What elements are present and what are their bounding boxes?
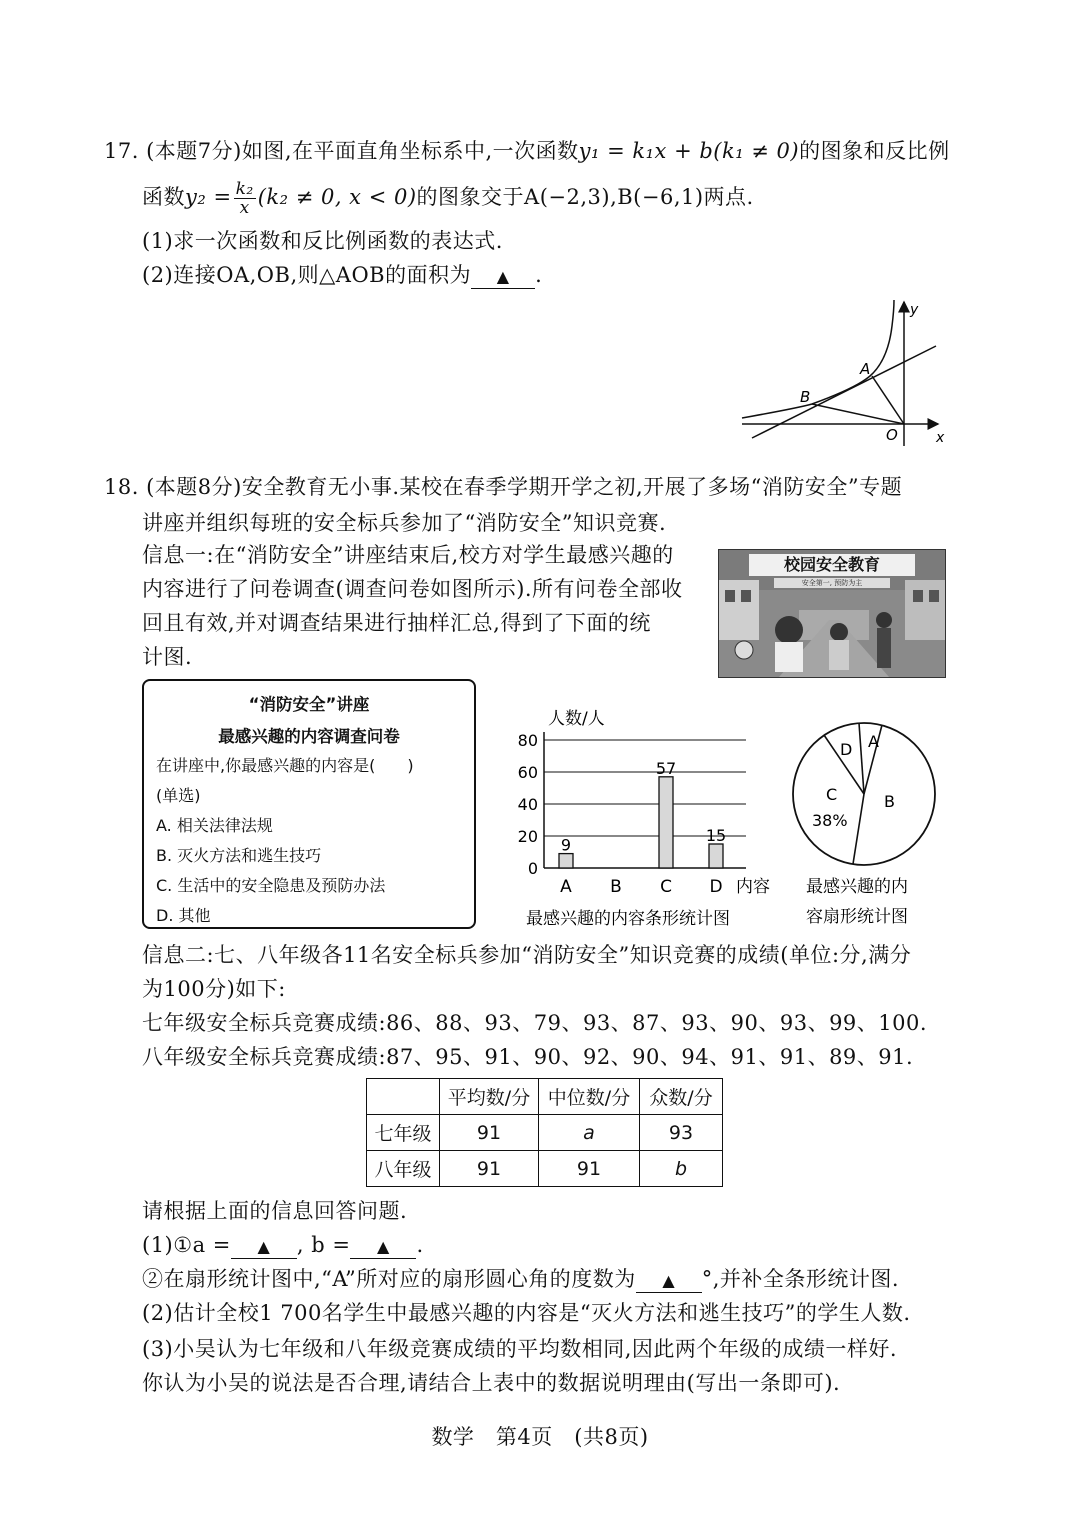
- bar-y-tick-label: 80: [517, 731, 538, 750]
- bar-data-label: 57: [655, 758, 677, 778]
- bar-category-label: B: [610, 877, 622, 897]
- fraction-numerator: k₂: [235, 179, 254, 199]
- info1-line-1: 信息一:在“消防安全”讲座结束后,校方对学生最感兴趣的: [142, 543, 674, 567]
- grade7-scores: 七年级安全标兵竞赛成绩:86、88、93、79、93、87、93、90、93、99、100.: [142, 1011, 928, 1035]
- info2-line-2: 为100分)如下:: [142, 977, 286, 1001]
- pie-percent-c: 38%: [812, 811, 848, 830]
- info1-line-4: 计图.: [142, 645, 193, 669]
- bar-y-tick-label: 40: [517, 795, 538, 814]
- info2-line-1: 信息二:七、八年级各11名安全标兵参加“消防安全”知识竞赛的成绩(单位:分,满分: [142, 943, 912, 967]
- q18-part-2: (2)估计全校1 700名学生中最感兴趣的内容是“灭火方法和逃生技巧”的学生人数.: [142, 1301, 911, 1325]
- table-cell: 91: [440, 1115, 539, 1151]
- survey-option-b: B. 灭火方法和逃生技巧: [156, 846, 322, 865]
- bar-y-tick-label: 0: [527, 859, 538, 878]
- table-header-cell: 平均数/分: [440, 1079, 539, 1115]
- survey-option-c: C. 生活中的安全隐患及预防办法: [156, 876, 386, 895]
- answer-blank-b[interactable]: [350, 1234, 416, 1259]
- hyperbola-curve: [742, 300, 894, 418]
- table-row: [367, 1151, 723, 1187]
- table-cell: 91: [440, 1151, 539, 1187]
- survey-note: (单选): [156, 786, 201, 805]
- table-cell: 93: [640, 1115, 723, 1151]
- pie-divider-cb: [853, 794, 864, 864]
- part-1-a-text: (1)①a =: [142, 1233, 231, 1257]
- pie-chart: [784, 722, 954, 934]
- q17-intro: 17. (本题7分)如图,在平面直角坐标系中,一次函数: [104, 139, 579, 163]
- q18-part-1-2: [142, 1264, 899, 1294]
- inverse-fn-condition: (k₂ ≠ 0, x < 0): [257, 185, 417, 209]
- bar-data-label: 15: [705, 826, 727, 845]
- table-cell: 91: [539, 1151, 640, 1187]
- q17-part-1: (1)求一次函数和反比例函数的表达式.: [142, 229, 503, 253]
- segment-oa: [872, 376, 904, 424]
- q17-line-2: [142, 180, 754, 217]
- survey-title-1: “消防安全”讲座: [248, 695, 370, 714]
- part-1-end: .: [416, 1233, 424, 1257]
- bar-category-label: D: [709, 877, 723, 897]
- table-header-row: [367, 1079, 723, 1115]
- point-a-label: A: [860, 360, 871, 378]
- pie-label-c: C: [826, 785, 838, 804]
- part-1-b-text: , b =: [296, 1233, 351, 1257]
- bar-y-tick-label: 20: [517, 827, 538, 846]
- pie-label-b: B: [884, 792, 895, 811]
- survey-questionnaire: [142, 679, 476, 929]
- q18-line-1: 18. (本题8分)安全教育无小事.某校在春季学期开学之初,开展了多场“消防安全”专题: [104, 475, 903, 499]
- triangle-icon: ▲: [662, 1271, 676, 1290]
- fraction-denominator: x: [239, 198, 250, 218]
- triangle-icon: ▲: [377, 1237, 390, 1256]
- origin-label: O: [886, 426, 898, 444]
- q18-part-1: [142, 1230, 424, 1260]
- q17-line-1: [104, 136, 950, 166]
- q18-part-3-line-1: (3)小吴认为七年级和八年级竞赛成绩的平均数相同,因此两个年级的成绩一样好.: [142, 1337, 898, 1361]
- info1-line-2: 内容进行了问卷调查(调查问卷如图所示).所有问卷全部收: [142, 577, 683, 601]
- survey-title-2: 最感兴趣的内容调查问卷: [218, 727, 400, 746]
- table-header-cell: 中位数/分: [539, 1079, 640, 1115]
- safety-education-photo: [718, 549, 946, 678]
- answer-blank-angle[interactable]: [636, 1268, 702, 1293]
- part-1-2-tail: °,并补全条形统计图.: [701, 1267, 900, 1291]
- pie-title-2: 容扇形统计图: [806, 907, 908, 927]
- answer-blank-area[interactable]: [471, 264, 535, 289]
- bar-x-axis-label: 内容: [736, 877, 770, 897]
- inverse-fraction: [234, 180, 256, 217]
- survey-option-a: A. 相关法律法规: [156, 816, 273, 835]
- triangle-icon: ▲: [496, 267, 510, 286]
- photo-title: 校园安全教育: [749, 554, 915, 576]
- table-header-cell: [367, 1079, 440, 1115]
- q17-function-word: 函数: [142, 185, 185, 209]
- answer-blank-a[interactable]: [231, 1234, 297, 1259]
- bar-a: [559, 854, 573, 868]
- triangle-icon: ▲: [257, 1237, 271, 1256]
- y-axis-label: y: [910, 302, 919, 318]
- coordinate-graph: [738, 296, 948, 448]
- q18-line-2: 讲座并组织每班的安全标兵参加了“消防安全”知识竞赛.: [142, 511, 667, 535]
- table-cell: 七年级: [367, 1115, 440, 1151]
- answer-prompt: 请根据上面的信息回答问题.: [142, 1199, 408, 1223]
- bar-category-label: C: [660, 877, 672, 897]
- table-row: [367, 1115, 723, 1151]
- bar-data-label: 9: [560, 835, 572, 855]
- info1-line-3: 回且有效,并对调查结果进行抽样汇总,得到了下面的统: [142, 611, 651, 635]
- grade8-scores: 八年级安全标兵竞赛成绩:87、95、91、90、92、90、94、91、91、89、91.: [142, 1045, 914, 1069]
- inverse-fn-lhs: y₂ =: [185, 185, 232, 209]
- survey-question: 在讲座中,你最感兴趣的内容是( ): [156, 756, 414, 775]
- pie-label-d: D: [840, 740, 853, 759]
- q17-intro-tail: 的图象和反比例: [799, 139, 950, 163]
- segment-ob: [812, 404, 904, 424]
- pie-title-1: 最感兴趣的内: [806, 877, 908, 897]
- table-cell: b: [640, 1151, 723, 1187]
- survey-option-d: D. 其他: [156, 906, 211, 925]
- statistics-table: [366, 1078, 723, 1187]
- q17-part-2: [142, 260, 542, 290]
- point-b-label: B: [800, 388, 811, 406]
- table-cell: a: [539, 1115, 640, 1151]
- page-footer: 数学 第4页 (共8页): [431, 1425, 649, 1449]
- part-1-2-text: ②在扇形统计图中,“A”所对应的扇形圆心角的度数为: [142, 1267, 636, 1291]
- table-cell: 八年级: [367, 1151, 440, 1187]
- pie-divider-ad: [859, 723, 864, 794]
- bar-d: [709, 844, 723, 868]
- x-axis-label: x: [936, 430, 945, 446]
- bar-y-axis-label: 人数/人: [548, 709, 605, 729]
- bar-chart-title: 最感兴趣的内容条形统计图: [526, 909, 730, 929]
- bar-chart: [500, 698, 790, 938]
- bar-category-label: A: [560, 877, 572, 897]
- q17-part-2-end: .: [535, 263, 543, 287]
- photo-subtitle: 安全第一, 预防为主: [774, 578, 890, 588]
- bar-c: [659, 777, 673, 868]
- q17-part-2-text: (2)连接OA,OB,则△AOB的面积为: [142, 263, 472, 287]
- q18-part-3-line-2: 你认为小吴的说法是否合理,请结合上表中的数据说明理由(写出一条即可).: [142, 1371, 841, 1395]
- intersection-points-text: 的图象交于A(−2,3),B(−6,1)两点.: [416, 185, 754, 209]
- bar-y-tick-label: 60: [517, 763, 538, 782]
- pie-label-a: A: [868, 732, 879, 751]
- table-header-cell: 众数/分: [640, 1079, 723, 1115]
- linear-function-expr: y₁ = k₁x + b(k₁ ≠ 0): [578, 139, 800, 163]
